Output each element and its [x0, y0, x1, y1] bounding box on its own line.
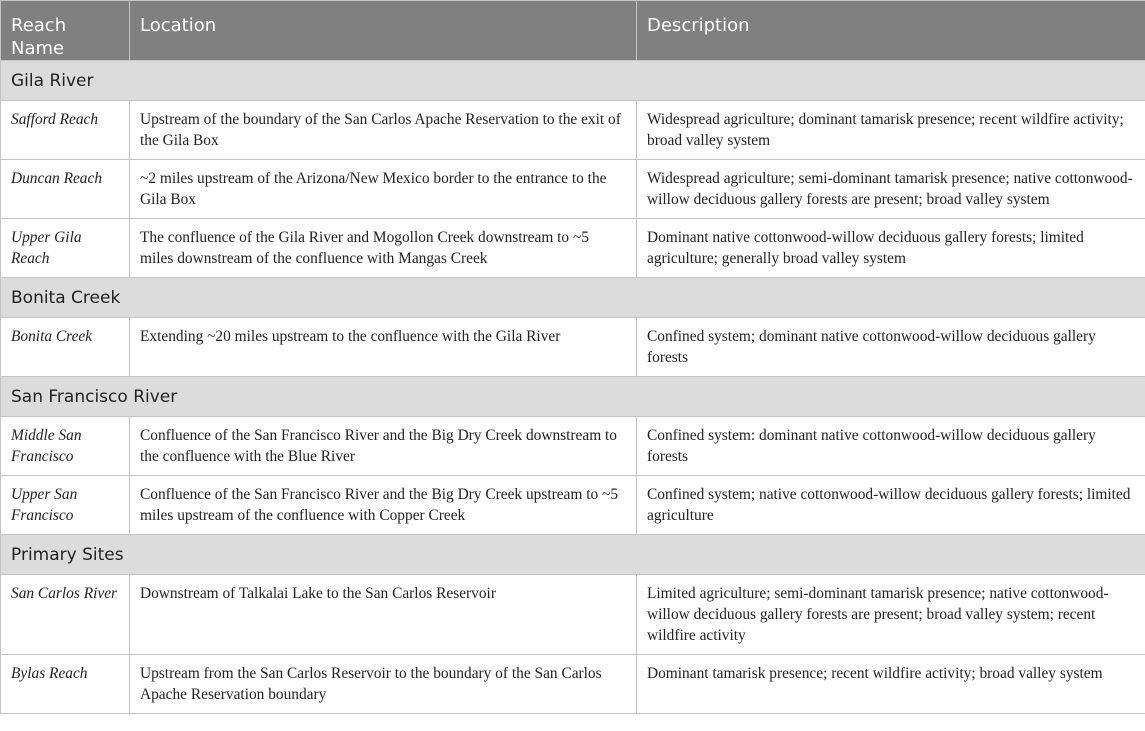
section-title: Gila River	[1, 61, 1145, 101]
location-cell: Confluence of the San Francisco River and the Big Dry Creek upstream to ~5 miles upstream of the confluence with Copper Creek	[130, 476, 637, 535]
header-reach-name: Reach Name	[1, 1, 130, 61]
reach-name-cell: Upper San Francisco	[1, 476, 130, 535]
table-row	[1, 476, 1145, 535]
location-cell: Confluence of the San Francisco River and the Big Dry Creek downstream to the confluence with the Blue River	[130, 417, 637, 476]
section-row-primary-sites	[1, 535, 1145, 575]
reach-name-cell: Bonita Creek	[1, 318, 130, 377]
table-row	[1, 655, 1145, 714]
reach-name-cell: Duncan Reach	[1, 160, 130, 219]
reach-name-cell: San Carlos River	[1, 575, 130, 655]
description-cell: Confined system: dominant native cottonwood-willow deciduous gallery forests	[637, 417, 1145, 476]
reach-name-cell: Bylas Reach	[1, 655, 130, 714]
location-cell: The confluence of the Gila River and Mogollon Creek downstream to ~5 miles downstream of the confluence with Mangas Creek	[130, 219, 637, 278]
description-cell: Dominant tamarisk presence; recent wildfire activity; broad valley system	[637, 655, 1145, 714]
description-cell: Confined system; dominant native cottonwood-willow deciduous gallery forests	[637, 318, 1145, 377]
reach-name-cell: Safford Reach	[1, 101, 130, 160]
location-cell: Upstream of the boundary of the San Carlos Apache Reservation to the exit of the Gila Box	[130, 101, 637, 160]
section-title: Primary Sites	[1, 535, 1145, 575]
description-cell: Confined system; native cottonwood-willow deciduous gallery forests; limited agriculture	[637, 476, 1145, 535]
description-cell: Widespread agriculture; dominant tamarisk presence; recent wildfire activity; broad valley system	[637, 101, 1145, 160]
reach-name-cell: Upper Gila Reach	[1, 219, 130, 278]
description-cell: Limited agriculture; semi-dominant tamarisk presence; native cottonwood-willow deciduous gallery forests are present; broad valley system; recent wildfire activity	[637, 575, 1145, 655]
table-row	[1, 219, 1145, 278]
section-row-gila-river	[1, 61, 1145, 101]
header-description: Description	[637, 1, 1145, 61]
table-row	[1, 575, 1145, 655]
section-title: Bonita Creek	[1, 278, 1145, 318]
table-row	[1, 417, 1145, 476]
section-row-san-francisco-river	[1, 377, 1145, 417]
table-row	[1, 318, 1145, 377]
table-row	[1, 101, 1145, 160]
description-cell: Widespread agriculture; semi-dominant tamarisk presence; native cottonwood-willow deciduous gallery forests are present; broad valley system	[637, 160, 1145, 219]
reach-name-cell: Middle San Francisco	[1, 417, 130, 476]
header-location: Location	[130, 1, 637, 61]
location-cell: Downstream of Talkalai Lake to the San Carlos Reservoir	[130, 575, 637, 655]
section-row-bonita-creek	[1, 278, 1145, 318]
table-row	[1, 160, 1145, 219]
location-cell: Extending ~20 miles upstream to the confluence with the Gila River	[130, 318, 637, 377]
header-row	[1, 1, 1145, 61]
location-cell: ~2 miles upstream of the Arizona/New Mexico border to the entrance to the Gila Box	[130, 160, 637, 219]
location-cell: Upstream from the San Carlos Reservoir to the boundary of the San Carlos Apache Reservation boundary	[130, 655, 637, 714]
section-title: San Francisco River	[1, 377, 1145, 417]
description-cell: Dominant native cottonwood-willow deciduous gallery forests; limited agriculture; generally broad valley system	[637, 219, 1145, 278]
